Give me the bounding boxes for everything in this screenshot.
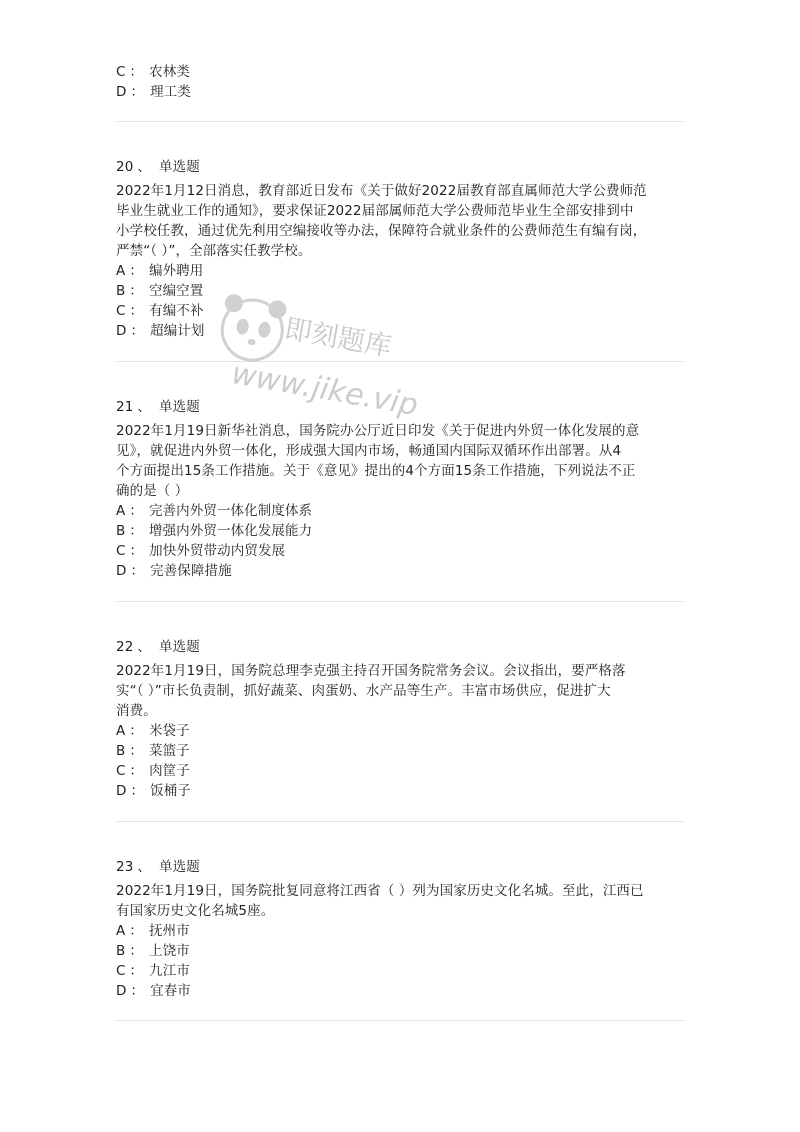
option-separator: ： — [129, 503, 143, 519]
option-separator: ： — [129, 303, 144, 319]
question-header — [116, 857, 200, 877]
option-text: 饭桶子 — [150, 783, 191, 799]
option-separator: ： — [129, 723, 143, 739]
option-c — [116, 62, 190, 82]
option-b — [116, 521, 312, 541]
question-type: 单选题 — [159, 639, 200, 655]
option-letter: A — [116, 503, 126, 519]
option-letter: B — [116, 743, 126, 759]
question-stem-line: 实“（ ）”市长负责制，抓好蔬菜、肉蛋奶、水产品等生产。丰富市场供应，促进扩大 — [116, 683, 611, 699]
option-text: 肉筐子 — [149, 763, 190, 779]
option-text: 超编计划 — [150, 323, 205, 339]
question-stem-line: 严禁“（ ）”，全部落实任教学校。 — [116, 243, 312, 259]
option-b — [116, 941, 190, 961]
question-header — [116, 637, 200, 657]
option-b — [116, 281, 203, 301]
option-separator: ： — [130, 563, 145, 579]
question-stem-line: 小学校任教，通过优先利用空编接收等办法，保障符合就业条件的公费师范生有编有岗， — [116, 223, 647, 239]
option-text: 抚州市 — [148, 923, 190, 939]
option-text: 宜春市 — [150, 983, 191, 999]
option-c — [116, 761, 190, 781]
option-text: 菜篮子 — [148, 743, 190, 759]
option-d — [116, 981, 191, 1001]
option-d — [116, 321, 205, 341]
question-stem-line: 2022年1月19日，国务院批复同意将江西省（ ）列为国家历史文化名城。至此，江西已 — [116, 883, 644, 899]
option-text: 完善内外贸一体化制度体系 — [148, 503, 313, 519]
option-separator: ： — [129, 283, 143, 299]
option-text: 增强内外贸一体化发展能力 — [148, 523, 313, 539]
option-text: 米袋子 — [148, 723, 190, 739]
question-divider — [116, 601, 684, 602]
option-letter: C — [116, 543, 126, 559]
option-letter: B — [116, 283, 126, 299]
option-separator: ： — [129, 763, 144, 779]
question-type: 单选题 — [159, 159, 200, 175]
question-number: 23 — [116, 859, 134, 875]
option-separator: ： — [130, 84, 145, 100]
question-number: 21 — [116, 399, 134, 415]
option-d — [116, 561, 232, 581]
question-divider — [116, 361, 684, 362]
option-letter: D — [116, 323, 127, 339]
option-separator: ： — [129, 963, 144, 979]
option-c — [116, 961, 190, 981]
option-letter: B — [116, 523, 126, 539]
option-text: 理工类 — [150, 84, 191, 100]
question-type: 单选题 — [159, 399, 200, 415]
question-header — [116, 397, 200, 417]
watermark-brand: 即刻题库 — [282, 313, 394, 363]
question-stem-line: 毕业生就业工作的通知》，要求保证2022届部属师范大学公费师范毕业生全部安排到中 — [116, 203, 634, 219]
option-letter: A — [116, 723, 126, 739]
question-divider — [116, 121, 684, 122]
question-separator: 、 — [137, 859, 151, 875]
question-divider — [116, 1020, 684, 1021]
option-separator: ： — [130, 983, 145, 999]
option-separator: ： — [129, 923, 143, 939]
option-separator: ： — [129, 743, 143, 759]
question-number: 22 — [116, 639, 134, 655]
question-stem-line: 2022年1月19日，国务院总理李克强主持召开国务院常务会议。会议指出，要严格落 — [116, 663, 626, 679]
option-text: 上饶市 — [148, 943, 190, 959]
question-separator: 、 — [137, 639, 151, 655]
option-letter: C — [116, 963, 126, 979]
option-text: 加快外贸带动内贸发展 — [149, 543, 286, 559]
option-d — [116, 781, 191, 801]
option-text: 有编不补 — [149, 303, 204, 319]
option-letter: C — [116, 763, 126, 779]
option-letter: D — [116, 84, 127, 100]
option-letter: D — [116, 783, 127, 799]
question-divider — [116, 821, 684, 822]
question-stem-line: 2022年1月12日消息，教育部近日发布《关于做好2022届教育部直属师范大学公费师范 — [116, 183, 647, 199]
option-letter: D — [116, 563, 127, 579]
question-stem-line: 确的是（ ） — [116, 483, 189, 499]
option-separator: ： — [129, 523, 143, 539]
option-letter: A — [116, 263, 126, 279]
question-stem-line: 见》，就促进内外贸一体化，形成强大国内市场，畅通国内国际双循环作出部署。从4 — [116, 443, 622, 459]
option-a — [116, 921, 190, 941]
option-c — [116, 301, 204, 321]
option-separator: ： — [129, 263, 143, 279]
question-stem-line: 有国家历史文化名城5座。 — [116, 903, 275, 919]
question-number: 20 — [116, 159, 134, 175]
option-separator: ： — [129, 543, 144, 559]
question-separator: 、 — [137, 399, 151, 415]
option-letter: C — [116, 303, 126, 319]
option-a — [116, 501, 312, 521]
question-stem-line: 个方面提出15条工作措施。关于《意见》提出的4个方面15条工作措施，下列说法不正 — [116, 463, 636, 479]
option-b — [116, 741, 190, 761]
question-stem-line: 消费。 — [116, 703, 157, 719]
watermark-url: www.jike.vip — [228, 356, 421, 424]
option-separator: ： — [129, 64, 144, 80]
option-text: 空编空置 — [148, 283, 204, 299]
option-text: 完善保障措施 — [150, 563, 232, 579]
question-stem-line: 2022年1月19日新华社消息，国务院办公厅近日印发《关于促进内外贸一体化发展的意 — [116, 423, 640, 439]
option-separator: ： — [129, 943, 143, 959]
option-separator: ： — [130, 323, 145, 339]
option-c — [116, 541, 285, 561]
question-header — [116, 157, 200, 177]
option-a — [116, 721, 190, 741]
option-text: 九江市 — [149, 963, 190, 979]
option-letter: D — [116, 983, 127, 999]
option-text: 编外聘用 — [148, 263, 204, 279]
option-d — [116, 82, 191, 102]
option-a — [116, 261, 203, 281]
option-letter: B — [116, 943, 126, 959]
question-type: 单选题 — [159, 859, 200, 875]
option-separator: ： — [130, 783, 145, 799]
option-text: 农林类 — [149, 64, 190, 80]
question-separator: 、 — [137, 159, 151, 175]
option-letter: A — [116, 923, 126, 939]
option-letter: C — [116, 64, 126, 80]
